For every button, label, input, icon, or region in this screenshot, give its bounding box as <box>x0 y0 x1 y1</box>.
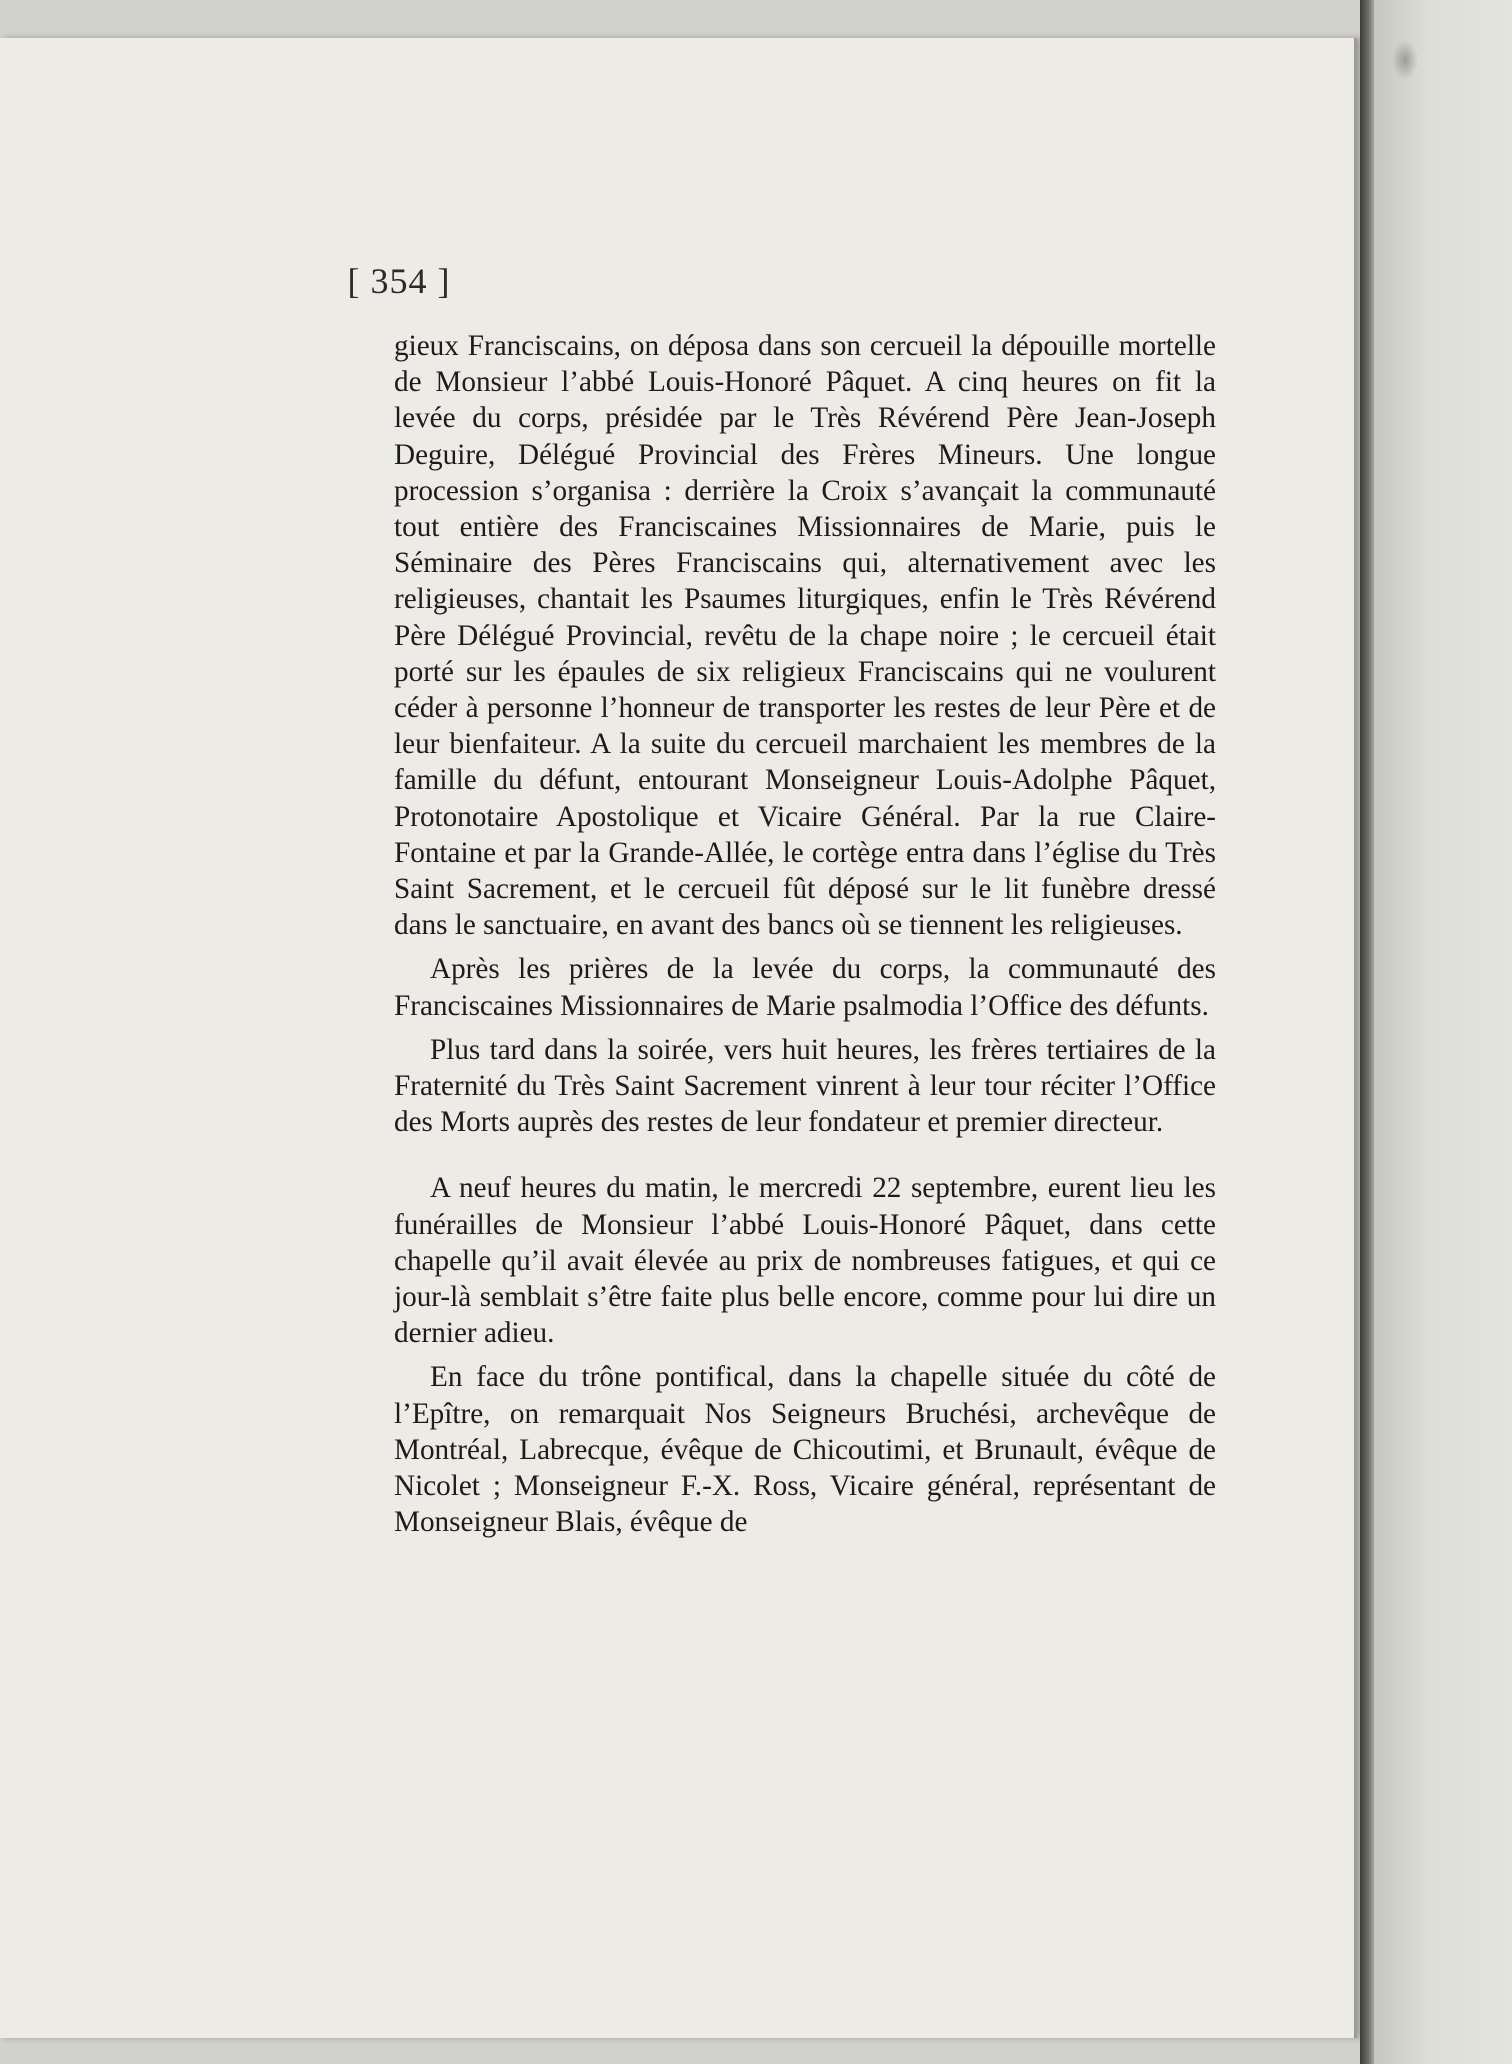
page-gutter-edge <box>1360 0 1374 2064</box>
book-page <box>0 38 1357 2038</box>
paragraph-funeral-service: A neuf heures du matin, le mercredi 22 septembre, eurent lieu les funérailles de Monsieur l’abbé Louis-Honoré Pâquet, dans cette chapelle qu’il avait élevée au prix de nombreuses fatigues, et qui ce jour-là semblait s’être faite plus belle encore, comme pour lui dire un dernier adieu. <box>394 1172 1216 1350</box>
body-text <box>394 328 1216 1541</box>
paragraph-funeral-procession: gieux Franciscains, on déposa dans son cercueil la dépouille mortelle de Monsieur l’abbé Louis-Honoré Pâquet. A cinq heures on fit la levée du corps, présidée par le Très Révérend Père Jean-Joseph Deguire, Délégué Provincial des Frères Mineurs. Une longue procession s’organisa : derrière la Croix s’avançait la communauté tout entière des Franciscaines Missionnaires de Marie, puis le Séminaire des Pères Franciscains qui, alternativement avec les religieuses, chantait les Psaumes liturgiques, enfin le Très Révérend Père Délégué Provincial, revêtu de la chape noire ; le cercueil était porté sur les épaules de six religieux Franciscains qui ne voulurent céder à personne l’honneur de transporter les restes de leur Père et de leur bienfaiteur. A la suite du cercueil marchaient les membres de la famille du défunt, entourant Monseigneur Louis-Adolphe Pâquet, Protonotaire Apostolique et Vicaire Général. Par la rue Claire-Fontaine et par la Grande-Allée, le cortège entra dans l’église du Très Saint Sacrement, et le cercueil fût déposé sur le lit funèbre dressé dans le sanctuaire, en avant des bancs où se tiennent les religieuses. <box>394 330 1216 942</box>
ink-smudge <box>1392 40 1418 80</box>
adjacent-page-edge <box>1374 0 1512 2064</box>
page-number: [ 354 ] <box>347 261 451 301</box>
paragraph-office-of-the-dead: Après les prières de la levée du corps, la communauté des Franciscaines Missionnaires de Marie psalmodia l’Office des défunts. <box>394 953 1216 1022</box>
paragraph-evening-vigil: Plus tard dans la soirée, vers huit heures, les frères tertiaires de la Fraternité du Très Saint Sacrement vinrent à leur tour réciter l’Office des Morts auprès des restes de leur fondateur et premier directeur. <box>394 1033 1216 1139</box>
paragraph-dignitaries: En face du trône pontifical, dans la chapelle située du côté de l’Epître, on remarquait Nos Seigneurs Bruchési, archevêque de Montréal, Labrecque, évêque de Chicoutimi, et Brunault, évêque de Nicolet ; Monseigneur F.-X. Ross, Vicaire général, représentant de Monseigneur Blais, évêque de <box>394 1361 1216 1539</box>
